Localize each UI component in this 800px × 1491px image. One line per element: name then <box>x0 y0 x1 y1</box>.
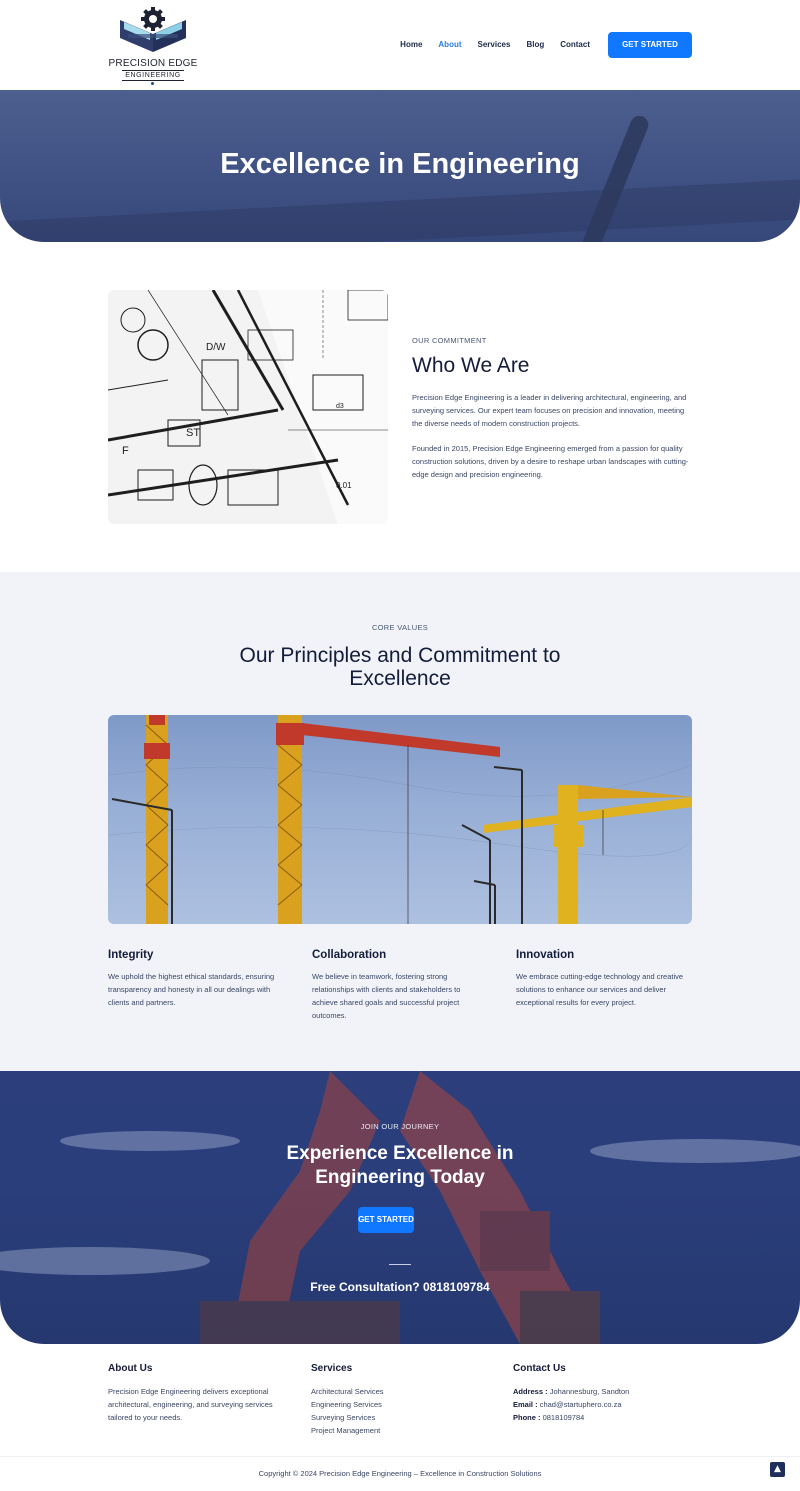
core-values-section <box>0 572 800 1072</box>
address-value: Johannesburg, Sandton <box>549 1387 630 1396</box>
footer-email <box>513 1398 693 1411</box>
get-started-button[interactable]: GET STARTED <box>608 32 692 58</box>
logo-dot <box>151 82 154 85</box>
value-title: Innovation <box>516 949 575 961</box>
who-paragraph-1: Precision Edge Engineering is a leader in delivering architectural, engineering, and surveying services. Our expert team focuses on precision and innovation, meeting the diverse needs of modern construction projects. <box>412 393 687 428</box>
phone-value[interactable]: 0818109784 <box>542 1413 585 1422</box>
scroll-to-top-icon[interactable]: ▲ <box>770 1462 785 1477</box>
copyright: Copyright © 2024 Precision Edge Engineering – Excellence in Construction Solutions <box>258 1469 542 1478</box>
value-card-innovation <box>516 949 686 1009</box>
logo-name: PRECISION EDGE <box>108 58 198 69</box>
nav-home[interactable]: Home <box>400 40 423 49</box>
footer-about <box>108 1363 293 1424</box>
nav-blog[interactable]: Blog <box>526 40 545 49</box>
cranes-image <box>108 715 692 924</box>
email-value[interactable]: chad@startuphero.co.za <box>539 1400 622 1409</box>
footer-service-link[interactable]: Surveying Services <box>311 1413 376 1422</box>
footer-service-link[interactable]: Architectural Services <box>311 1387 384 1396</box>
footer-service-link[interactable]: Engineering Services <box>311 1400 382 1409</box>
footer-address <box>513 1385 693 1398</box>
site-header <box>0 0 800 90</box>
cranes-drawing <box>108 715 692 924</box>
cta-get-started-button[interactable]: GET STARTED <box>358 1207 414 1233</box>
footer-phone <box>513 1411 693 1424</box>
who-paragraph-2: Founded in 2015, Precision Edge Engineering emerged from a passion for quality construction solutions, driven by a desire to reshape urban landscapes with cutting-edge design and precision engineering. <box>412 444 689 479</box>
value-title: Integrity <box>108 949 154 961</box>
cta-title: Experience Excellence in Engineering Today <box>286 1143 514 1188</box>
core-title: Our Principles and Commitment to Excellence <box>239 644 561 690</box>
nav-contact[interactable]: Contact <box>560 40 590 49</box>
blueprint-label: F <box>122 445 129 457</box>
value-text: We embrace cutting-edge technology and creative solutions to enhance our services and deliver exceptional results for every project. <box>516 972 684 1007</box>
footer-contact-title: Contact Us <box>513 1363 566 1374</box>
blueprint-label: D/W <box>206 342 226 353</box>
value-title: Collaboration <box>312 949 387 961</box>
main-nav <box>384 40 590 49</box>
hero-background-shade <box>0 178 800 242</box>
footer-about-text: Precision Edge Engineering delivers exceptional architectural, engineering, and surveying services tailored to your needs. <box>108 1387 273 1422</box>
nav-services[interactable]: Services <box>477 40 511 49</box>
footer-contact <box>513 1363 693 1424</box>
hero-title: Excellence in Engineering <box>220 148 580 180</box>
cta-divider <box>389 1264 411 1265</box>
value-card-collaboration <box>312 949 482 1022</box>
blueprint-drawing <box>108 290 388 524</box>
footer-divider <box>0 1456 800 1457</box>
blueprint-label: d3 <box>336 403 344 410</box>
footer-service-link[interactable]: Project Management <box>311 1426 381 1435</box>
email-label: Email : <box>513 1400 538 1409</box>
value-text: We uphold the highest ethical standards, ensuring transparency and honesty in all our dealings with clients and partners. <box>108 972 275 1007</box>
who-title: Who We Are <box>412 354 530 377</box>
footer-services-title: Services <box>311 1363 353 1374</box>
value-text: We believe in teamwork, fostering strong relationships with clients and stakeholders to achieve shared goals and successful project outcomes. <box>312 972 461 1020</box>
blueprint-label: ST <box>186 427 201 439</box>
value-card-integrity <box>108 949 278 1009</box>
nav-about[interactable]: About <box>438 40 462 49</box>
gear-logo-icon <box>116 6 190 54</box>
consultation-phone[interactable]: Free Consultation? 0818109784 <box>310 1280 490 1294</box>
address-label: Address : <box>513 1387 548 1396</box>
who-kicker: OUR COMMITMENT <box>412 336 487 345</box>
footer-services <box>311 1363 491 1437</box>
footer-about-title: About Us <box>108 1363 153 1374</box>
cta-section <box>0 1071 800 1344</box>
core-kicker: CORE VALUES <box>371 623 429 632</box>
phone-label: Phone : <box>513 1413 541 1422</box>
cta-kicker: JOIN OUR JOURNEY <box>360 1122 440 1131</box>
hero-banner <box>0 90 800 242</box>
logo-subtitle: ENGINEERING <box>122 70 184 81</box>
blueprint-label: 0.01 <box>336 481 352 490</box>
logo[interactable] <box>108 6 198 84</box>
blueprint-image <box>108 290 388 524</box>
